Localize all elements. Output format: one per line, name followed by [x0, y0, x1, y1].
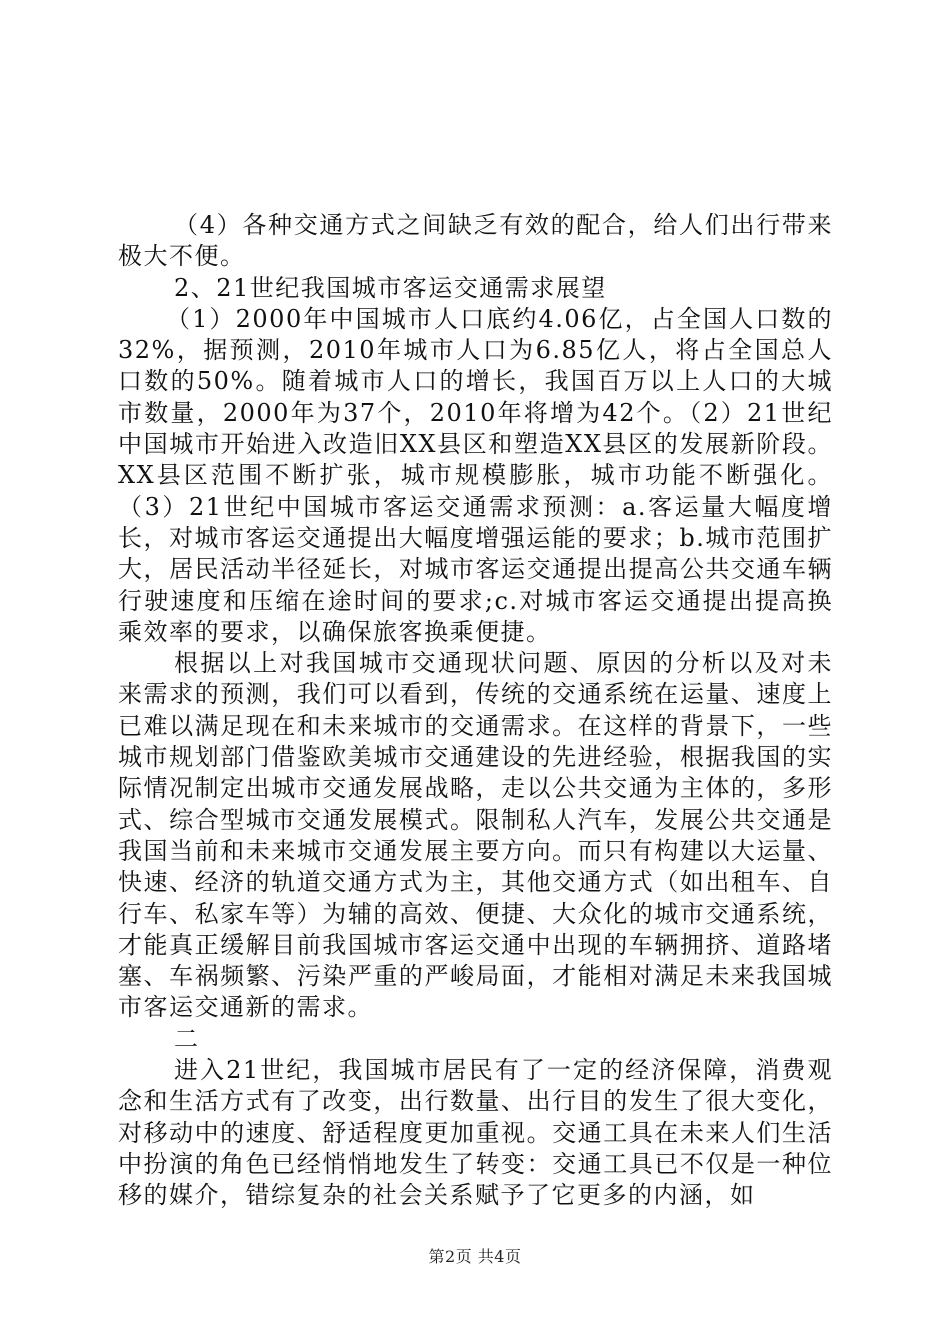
paragraph-analysis: 根据以上对我国城市交通现状问题、原因的分析以及对未来需求的预测，我们可以看到，传统的交通系统在运量、速度上已难以满足现在和未来城市的交通需求。在这样的背景下，一些城市规划部门借鉴欧美城市交通建设的先进经验，根据我国的实际情况制定出城市交通发展战略，走以公共交通为主体的，多形式、综合型城市交通发展模式。限制私人汽车，发展公共交通是我国当前和未来城市交通发展主要方向。而只有构建以大运量、快速、经济的轨道交通方式为主，其他交通方式（如出租车、自行车、私家车等）为辅的高效、便捷、大众化的城市交通系统，才能真正缓解目前我国城市客运交通中出现的车辆拥挤、道路堵塞、车祸频繁、污染严重的严峻局面，才能相对满足未来我国城市客运交通新的需求。 [118, 649, 833, 1022]
page-footer: 第2页 共4页 [428, 1247, 522, 1266]
paragraph-item-4: （4）各种交通方式之间缺乏有效的配合，给人们出行带来极大不便。 [118, 211, 833, 271]
section-number-two: 二 [174, 1024, 200, 1053]
paragraph-21st-century: 进入21世纪，我国城市居民有了一定的经济保障，消费观念和生活方式有了改变，出行数量、出行目的发生了很大变化，对移动中的速度、舒适程度更加重视。交通工具在未来人们生活中扮演的角色已经悄悄地发生了转变：交通工具已不仅是一种位移的媒介，错综复杂的社会关系赋予了它更多的内涵，如 [118, 1056, 833, 1210]
paragraph-demand-outlook: （1）2000年中国城市人口底约4.06亿，占全国人口数的32%，据预测，2010年城市人口为6.85亿人，将占全国总人口数的50%。随着城市人口的增长，我国百万以上人口的大城市数量，2000年为37个，2010年将增为42个。（2）21世纪中国城市开始进入改造旧XX县区和塑造XX县区的发展新阶段。XX县区范围不断扩张，城市规模膨胀，城市功能不断强化。（3）21世纪中国城市客运交通需求预测：a.客运量大幅度增长，对城市客运交通提出大幅度增强运能的要求；b.城市范围扩大，居民活动半径延长，对城市客运交通提出提高公共交通车辆行驶速度和压缩在途时间的要求;c.对城市客运交通提出提高换乘效率的要求，以确保旅客换乘便捷。 [118, 304, 833, 646]
section-heading: 2、21世纪我国城市客运交通需求展望 [174, 273, 607, 302]
body-text [118, 210, 833, 1212]
